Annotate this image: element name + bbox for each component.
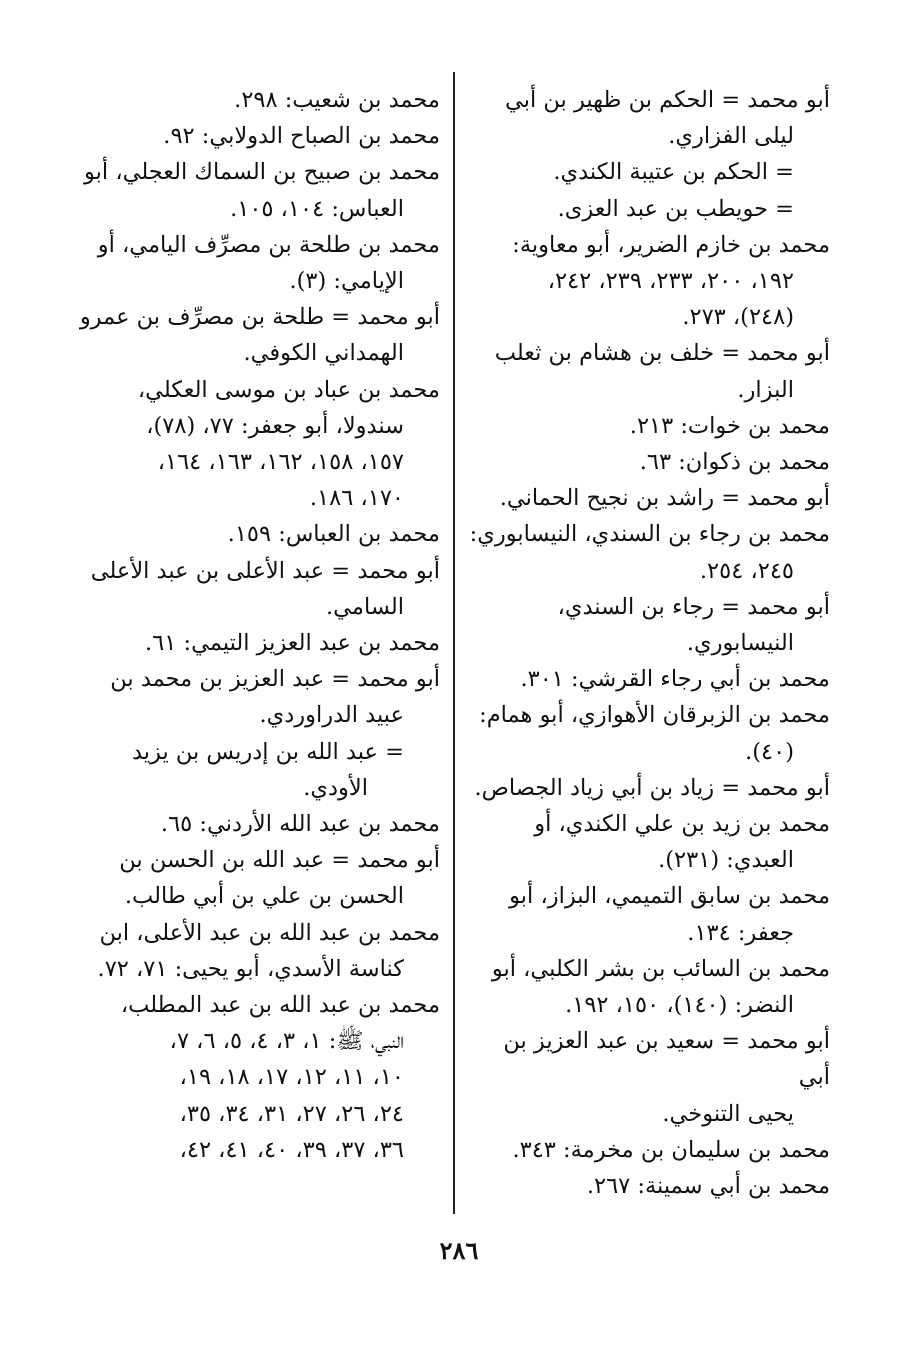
entry-line: محمد بن سابق التميمي، البزاز، أبو: [509, 883, 830, 910]
entry-line: = حويطب بن عبد العزى.: [557, 195, 794, 222]
entry-line: محمد بن عبد الله بن عبد المطلب،: [120, 992, 440, 1019]
entry-line: أبو محمد = عبد الله بن الحسن بن: [119, 847, 440, 874]
index-entry: [468, 1023, 830, 1132]
entry-line: أبو محمد = سعيد بن عبد العزيز بن أبي: [503, 1028, 830, 1091]
entry-continuation-line: ١٩٢، ٢٠٠، ٢٣٣، ٢٣٩، ٢٤٢،: [547, 268, 794, 295]
entry-continuation-line: عبيد الدراوردي.: [259, 702, 404, 729]
entry-continuation-line: البزار.: [737, 376, 794, 403]
entry-line: أبو محمد = راشد بن نجيح الحماني.: [499, 485, 830, 512]
index-entry: [468, 154, 830, 190]
entry-line: = الحكم بن عتيبة الكندي.: [553, 159, 794, 186]
entry-continuation-line: النضر: (١٤٠)، ١٥٠، ١٩٢.: [565, 992, 794, 1019]
entry-line: محمد بن عبد الله بن عبد الأعلى، ابن: [99, 919, 440, 946]
entry-continuation-line: ٣٦، ٣٧، ٣٩، ٤٠، ٤١، ٤٢،: [179, 1136, 404, 1163]
index-entry: [78, 154, 440, 226]
index-entry: [78, 987, 440, 1168]
entry-line: محمد بن عبد الله الأردني: ٦٥.: [160, 811, 440, 838]
entry-continuation-line: يحيى التنوخي.: [662, 1100, 794, 1127]
entry-line: محمد بن أبي سمينة: ٢٦٧.: [586, 1173, 830, 1200]
index-entry: [468, 661, 830, 697]
index-entry: [468, 408, 830, 444]
entry-continuation-line: (٢٤٨)، ٢٧٣.: [682, 304, 794, 331]
index-entry: [468, 697, 830, 769]
index-entry: [468, 806, 830, 878]
index-entry: [78, 227, 440, 299]
entry-line: أبو محمد = رجاء بن السندي،: [557, 593, 830, 620]
index-entry: [468, 951, 830, 1023]
entry-line: محمد بن الصباح الدولابي: ٩٢.: [163, 123, 440, 150]
entry-line: محمد بن زيد بن علي الكندي، أو: [534, 811, 830, 838]
index-entry: [78, 625, 440, 661]
entry-line: محمد بن صبيح بن السماك العجلي، أبو: [84, 159, 440, 186]
entry-continuation-line: النبي، ﷺ: ١، ٣، ٤، ٥، ٦، ٧،: [169, 1028, 404, 1055]
entry-line: محمد بن ذكوان: ٦٣.: [639, 449, 830, 476]
page-number: ٢٨٦: [439, 1236, 479, 1265]
entry-continuation-line: الحسن بن علي بن أبي طالب.: [124, 883, 404, 910]
entry-continuation-line: (٤٠).: [745, 738, 794, 765]
column-divider: [453, 72, 455, 1214]
index-entry: [78, 299, 440, 371]
entry-line: أبو محمد = طلحة بن مصرِّف بن عمرو: [79, 304, 440, 331]
index-entry: [468, 589, 830, 661]
index-column-left: [78, 82, 440, 1168]
entry-continuation-line: السامي.: [326, 593, 404, 620]
entry-continuation-line: الهمداني الكوفي.: [243, 340, 404, 367]
index-entry: [78, 553, 440, 625]
index-entry: [468, 516, 830, 588]
entry-line: محمد بن خازم الضرير، أبو معاوية:: [512, 231, 830, 258]
entry-line: محمد بن طلحة بن مصرِّف اليامي، أو: [97, 231, 440, 258]
entry-continuation-line: الأودي.: [303, 774, 368, 801]
entry-continuation-line: ليلى الفزاري.: [668, 123, 794, 150]
entry-continuation-line: الإيامي: (٣).: [289, 268, 404, 295]
entry-continuation-line: العباس: ١٠٤، ١٠٥.: [230, 195, 404, 222]
index-entry: [78, 842, 440, 914]
entry-line: أبو محمد = خلف بن هشام بن ثعلب: [494, 340, 830, 367]
index-entry: [78, 915, 440, 987]
entry-line: محمد بن عباد بن موسى العكلي،: [137, 376, 440, 403]
entry-line: محمد بن أبي رجاء القرشي: ٣٠١.: [520, 666, 830, 693]
index-entry: [468, 1168, 830, 1204]
entry-continuation-line: ٢٤٥، ٢٥٤.: [699, 557, 794, 584]
entry-line: محمد بن العباس: ١٥٩.: [227, 521, 440, 548]
entry-continuation-line: ١٥٧، ١٥٨، ١٦٢، ١٦٣، ١٦٤،: [157, 449, 404, 476]
entry-continuation-line: جعفر: ١٣٤.: [687, 919, 794, 946]
entry-continuation-line: النيسابوري.: [686, 630, 794, 657]
index-entry: [468, 770, 830, 806]
entry-line: أبو محمد = عبد العزيز بن محمد بن: [110, 666, 440, 693]
index-entry: [78, 82, 440, 118]
entry-line: أبو محمد = زياد بن أبي زياد الجصاص.: [474, 774, 830, 801]
entry-continuation-line: كناسة الأسدي، أبو يحيى: ٧١، ٧٢.: [97, 955, 404, 982]
entry-line: محمد بن عبد العزيز التيمي: ٦١.: [145, 630, 440, 657]
index-entry: [78, 118, 440, 154]
index-entry: [468, 227, 830, 336]
entry-continuation-line: ٢٤، ٢٦، ٢٧، ٣١، ٣٤، ٣٥،: [179, 1100, 404, 1127]
index-entry: [468, 444, 830, 480]
entry-continuation-line: ١٧٠، ١٨٦.: [309, 485, 404, 512]
entry-line: أبو محمد = عبد الأعلى بن عبد الأعلى: [90, 557, 440, 584]
index-entry: [468, 191, 830, 227]
entry-continuation-line: ١٠، ١١، ١٢، ١٧، ١٨، ١٩،: [179, 1064, 404, 1091]
index-entry: [78, 806, 440, 842]
index-entry: [468, 480, 830, 516]
index-column-right: [468, 82, 830, 1204]
entry-line: = عبد الله بن إدريس بن يزيد: [131, 738, 404, 765]
index-entry: [78, 734, 440, 806]
index-entry: [468, 878, 830, 950]
entry-line: محمد بن شعيب: ٢٩٨.: [234, 87, 440, 113]
entry-line: محمد بن رجاء بن السندي، النيسابوري:: [469, 521, 830, 548]
entry-continuation-line: العبدي: (٢٣١).: [658, 847, 794, 874]
entry-line: محمد بن سليمان بن مخرمة: ٣٤٣.: [512, 1136, 830, 1163]
index-entry: [78, 372, 440, 517]
entry-line: محمد بن خوات: ٢١٣.: [629, 412, 830, 439]
index-entry: [78, 516, 440, 552]
entry-line: محمد بن السائب بن بشر الكلبي، أبو: [491, 955, 830, 982]
index-entry: [468, 1132, 830, 1168]
index-entry: [78, 661, 440, 733]
entry-continuation-line: سندولا، أبو جعفر: ٧٧، (٧٨)،: [146, 412, 404, 439]
index-entry: [468, 335, 830, 407]
entry-line: محمد بن الزبرقان الأهوازي، أبو همام:: [479, 702, 830, 729]
index-entry: [468, 82, 830, 154]
entry-line: أبو محمد = الحكم بن ظهير بن أبي: [504, 87, 830, 113]
